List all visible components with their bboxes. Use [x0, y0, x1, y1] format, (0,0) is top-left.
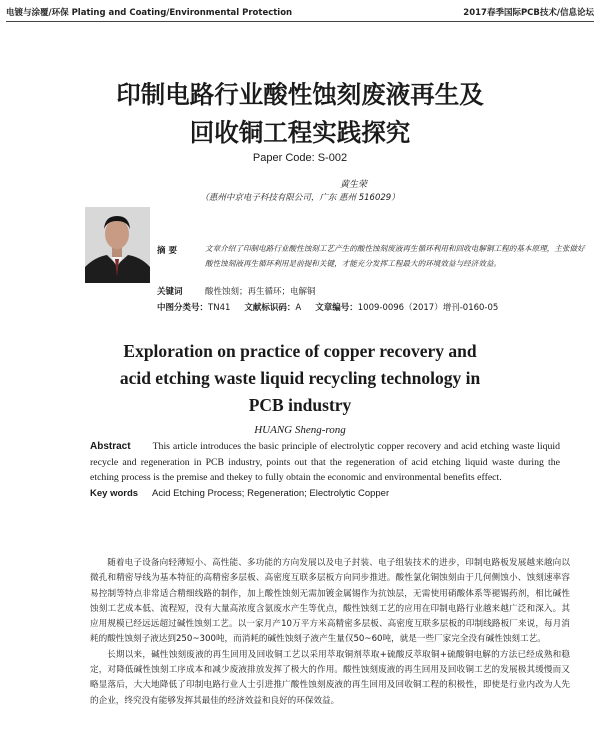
- header-left: 电镀与涂覆/环保 Plating and Coating/Environmental Protection: [6, 8, 293, 18]
- keywords-cn: 酸性蚀刻；再生循环；电解铜: [205, 287, 316, 297]
- keywords-en-label: Key words: [90, 488, 139, 499]
- header-right: 2017春季国际PCB技术/信息论坛: [463, 8, 594, 18]
- keywords-cn-label: 关键词: [157, 287, 183, 297]
- abstract-en-label: Abstract: [90, 441, 131, 452]
- abstract-en: [90, 439, 560, 486]
- clc-value: TN41: [208, 303, 231, 313]
- article-no-value: 1009-0096（2017）增刊-0160-05: [357, 303, 499, 313]
- running-header: [6, 6, 594, 18]
- classification-row: [157, 301, 597, 313]
- author-cn: 黄生荣: [340, 180, 368, 190]
- keywords-en: [90, 488, 570, 499]
- title-cn-line1: 印制电路行业酸性蚀刻废液再生及: [116, 80, 484, 109]
- paper-code: Paper Code: S-002: [252, 152, 348, 164]
- header-rule: [6, 21, 594, 22]
- abstract-cn: 文章介绍了印制电路行业酸性蚀刻工艺产生的酸性蚀刻废液再生循环利用和回收电解铜工程的基本原理，主张做好酸性蚀刻液再生循环利用是前提和关键，才能充分发挥工程最大的环境效益与经济效益。: [205, 244, 585, 268]
- title-en-line3: PCB industry: [248, 395, 352, 415]
- title-cn: [0, 76, 600, 152]
- doc-code-label: 文献标识码：: [244, 303, 296, 313]
- author-photo: [85, 207, 150, 283]
- body-paragraph-1: 随着电子设备向轻薄短小、高性能、多功能的方向发展以及电子封装、电子组装技术的进步，印制电路板发展越来越向以微孔和精密导线为基本特征的高精密多层板、高密度互联多层板方向同步推进。酸性氯化铜蚀刻由于几何侧蚀小、蚀刻速率容易控制等特点非常适合精细线路的制作，加上酸性蚀刻无需加镀金属锡作为抗蚀层，无需使用硝酸体系等褪锡药剂，相比碱性蚀刻工艺成本低、流程短，没有大量高浓度含氨废水产生等优点，酸性蚀刻工艺的应用在印制电路行业越来越广泛和深入。其应用规模已经远远超过碱性蚀刻工艺。以一家月产10万平方米高精密多层板、高密度互联多层板的印制线路板厂来说，每月消耗的酸性蚀刻子液达到250~300吨，而消耗的碱性蚀刻子液产生量仅50~60吨，就是一些厂家完全没有碱性蚀刻工艺。: [90, 558, 570, 645]
- title-en-line2: acid etching waste liquid recycling technology in: [119, 368, 481, 388]
- title-cn-line2: 回收铜工程实践探究: [189, 118, 411, 147]
- title-en: [0, 338, 600, 419]
- author-en: HUANG Sheng-rong: [254, 424, 346, 436]
- body-text: [90, 556, 570, 709]
- abstract-en-text: This article introduces the basic principle of electrolytic copper recovery and acid etching waste liquid recycle and regeneration in PCB industry, points out that the regeneration of acid etching liquid waste during the etching process is the premise and thekey to fully obtain the economic and environmental benefits effect.: [90, 441, 560, 483]
- article-no-label: 文章编号：: [315, 303, 358, 313]
- keywords-en-text: Acid Etching Process; Regeneration; Electrolytic Copper: [152, 488, 390, 499]
- clc-label: 中图分类号：: [157, 303, 209, 313]
- affiliation-cn: （惠州中京电子科技有限公司，广东 惠州 516029）: [200, 193, 400, 203]
- doc-code-value: A: [295, 303, 302, 313]
- abstract-cn-label: 摘 要: [157, 246, 177, 256]
- title-en-line1: Exploration on practice of copper recovery and: [123, 341, 477, 361]
- body-paragraph-2: 长期以来，碱性蚀刻废液的再生回用及回收铜工艺以采用萃取铜剂萃取+硫酸反萃取铜+硫酸铜电解的方法已经成熟和稳定，对降低碱性蚀刻工序成本和减少废液排放发挥了极大的作用。酸性蚀刻废液的再生回用及回收铜工艺的发展极其缓慢而又略显落后，大大地降低了印制电路行业人士引进推广酸性蚀刻废液的再生回用及回收铜工程的积极性，即使是行业内改为人先的企业，终究没有能够发挥其最佳的经济效益和良好的环保效益。: [90, 649, 570, 706]
